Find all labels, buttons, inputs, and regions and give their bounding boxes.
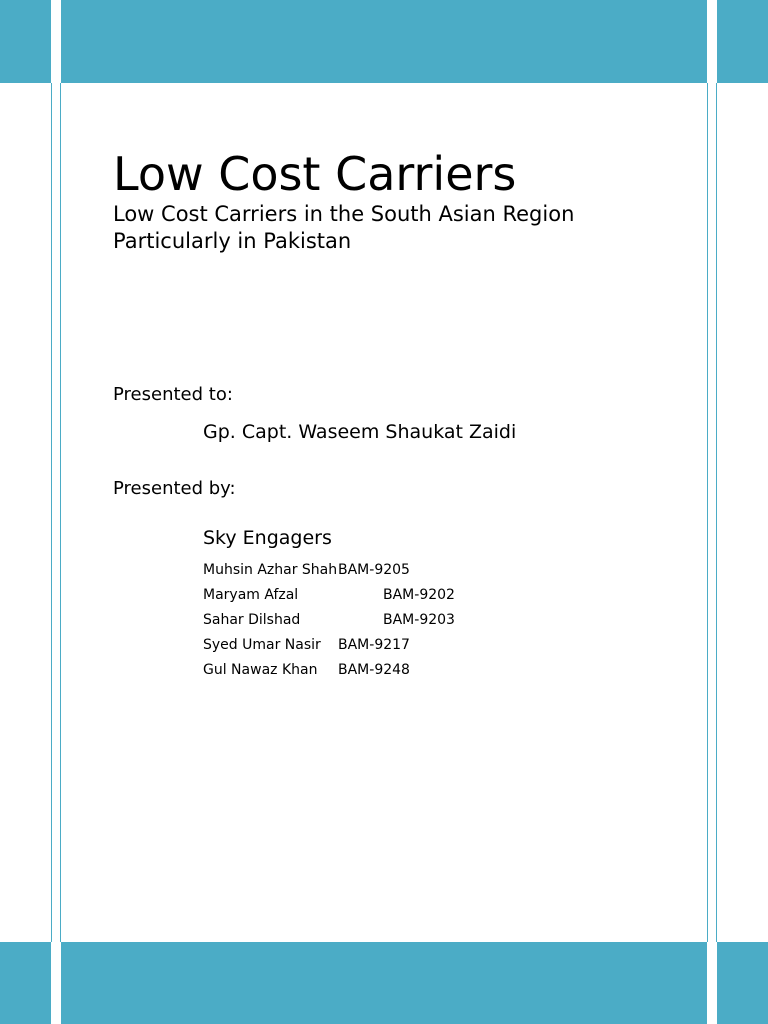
member-id: BAM-9202	[383, 587, 455, 603]
subtitle-line: Low Cost Carriers in the South Asian Region	[113, 202, 575, 226]
document-title: Low Cost Carriers	[113, 147, 517, 201]
presented-to-label: Presented to:	[113, 384, 233, 405]
member-id: BAM-9217	[338, 637, 410, 653]
document-subtitle	[113, 201, 673, 255]
member-name: Muhsin Azhar Shah	[203, 562, 338, 578]
member-name: Sahar Dilshad	[203, 612, 301, 628]
left-inner-rule	[60, 83, 61, 942]
member-id: BAM-9248	[338, 662, 410, 678]
right-inner-rule	[707, 83, 708, 942]
bottom-left-band	[0, 942, 51, 1024]
bottom-right-band	[717, 942, 768, 1024]
member-name: Syed Umar Nasir	[203, 637, 321, 653]
presented-by-label: Presented by:	[113, 478, 236, 499]
member-name: Maryam Afzal	[203, 587, 299, 603]
top-right-band	[717, 0, 768, 83]
presented-to-name: Gp. Capt. Waseem Shaukat Zaidi	[203, 421, 517, 443]
left-outer-rule	[51, 83, 52, 942]
top-left-band	[0, 0, 51, 83]
member-id: BAM-9203	[383, 612, 455, 628]
member-id: BAM-9205	[338, 562, 410, 578]
subtitle-line: Particularly in Pakistan	[113, 229, 352, 253]
top-center-band	[61, 0, 707, 83]
bottom-center-band	[61, 942, 707, 1024]
member-name: Gul Nawaz Khan	[203, 662, 318, 678]
right-outer-rule	[716, 83, 717, 942]
group-name: Sky Engagers	[203, 527, 332, 549]
